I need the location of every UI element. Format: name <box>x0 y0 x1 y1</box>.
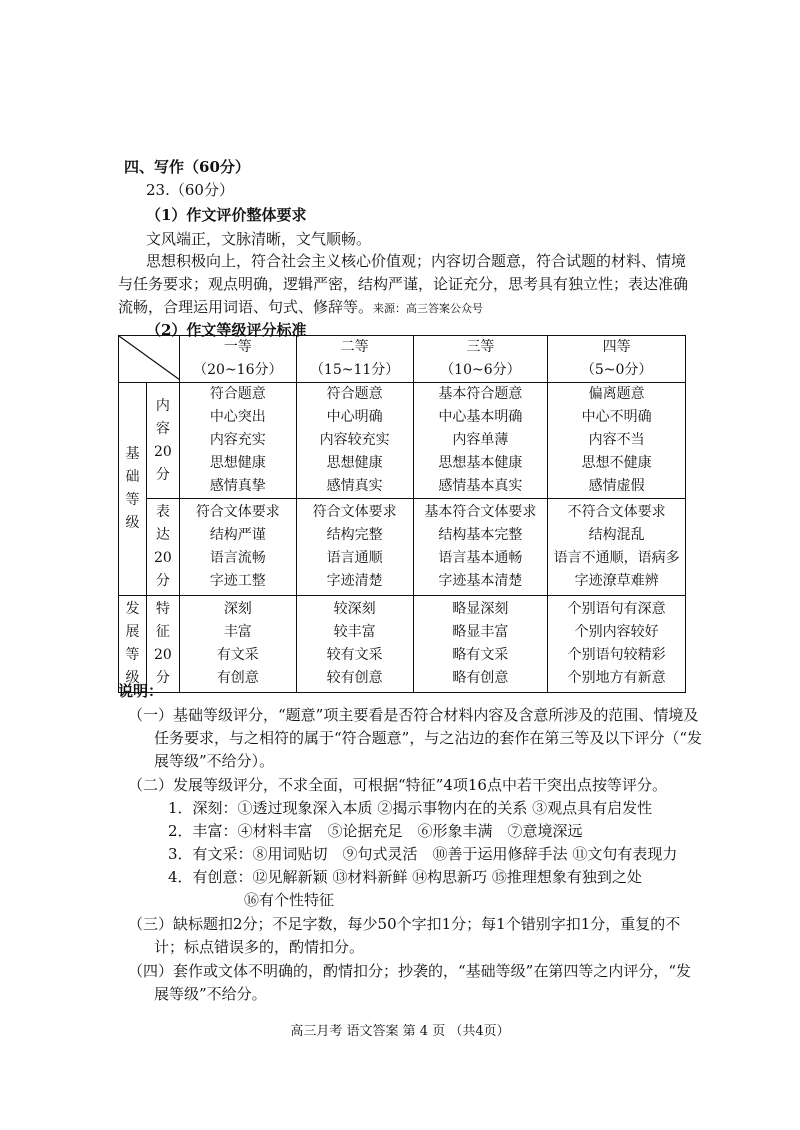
criterion: 结构完整 <box>326 527 383 543</box>
criterion: 略有文采 <box>452 647 509 663</box>
group-label-basic <box>119 383 147 596</box>
criterion: 思想基本健康 <box>438 455 523 471</box>
criterion: 感情真挚 <box>209 478 266 494</box>
criterion: 不符合文体要求 <box>567 504 666 520</box>
label-char: 20 <box>154 443 172 460</box>
grade-name: 四等 <box>602 339 631 355</box>
criterion: 结构基本完整 <box>438 527 523 543</box>
criterion: 感情基本真实 <box>438 478 523 494</box>
criterion: 思想健康 <box>209 455 266 471</box>
source-watermark: 来源：高三答案公众号 <box>373 302 484 315</box>
note-1-line: 任务要求，与之相符的属于“符合题意”，与之沾边的套作在第三等及以下评分（“发 <box>154 729 703 747</box>
cell-feature-grade1 <box>179 596 296 693</box>
criterion: 个别内容较好 <box>574 624 659 640</box>
label-char: 展 <box>125 624 140 640</box>
question-number: 23.（60分） <box>146 181 234 199</box>
criterion: 有创意 <box>216 670 259 686</box>
criterion: 个别语句较精彩 <box>567 647 666 663</box>
cell-content-grade3 <box>413 383 548 499</box>
part1-para-line-text: 流畅，合理运用词语、句式、修辞等。 <box>118 298 374 316</box>
criterion: 较有文采 <box>326 647 383 663</box>
cell-content-grade1 <box>179 383 296 499</box>
criterion: 结构混乱 <box>588 527 645 543</box>
criterion: 符合题意 <box>209 386 266 402</box>
criterion: 丰富 <box>223 624 252 640</box>
label-char: 分 <box>155 573 170 589</box>
grading-table <box>118 335 686 693</box>
note-3-line: 计；标点错误多的，酌情扣分。 <box>154 938 365 956</box>
label-char: 级 <box>125 515 140 531</box>
page-footer: 高三月考 语文答案 第 4 页 （共4页） <box>290 1024 510 1039</box>
criterion: 字迹潦草难辨 <box>574 573 659 589</box>
criterion: 符合文体要求 <box>195 504 280 520</box>
cell-expression-grade1 <box>179 499 296 596</box>
note-2-item: ⑯有个性特征 <box>244 891 335 909</box>
criterion: 语言基本通畅 <box>438 550 523 566</box>
label-char: 分 <box>155 670 170 686</box>
note-2: （二）发展等级评分，不求全面，可根据“特征”4项16点中若干突出点按等评分。 <box>128 776 667 794</box>
criterion: 个别语句有深意 <box>567 601 666 617</box>
cell-content-grade2 <box>296 383 413 499</box>
grade-header-1 <box>179 336 296 383</box>
criterion: 略显丰富 <box>452 624 509 640</box>
note-3-line: （三）缺标题扣2分；不足字数，每少50个字扣1分；每1个错别字扣1分，重复的不 <box>128 915 681 933</box>
criterion: 中心突出 <box>209 409 266 425</box>
criterion: 内容较充实 <box>319 432 390 448</box>
criterion: 语言流畅 <box>209 550 266 566</box>
criterion: 结构严谨 <box>209 527 266 543</box>
section-title: 四、写作（60分） <box>124 158 250 176</box>
label-char: 表 <box>155 504 170 520</box>
cell-content-grade4 <box>548 383 686 499</box>
sub-label-expression <box>146 499 179 596</box>
criterion: 较有创意 <box>326 670 383 686</box>
cell-feature-grade3 <box>413 596 548 693</box>
grade-header-3 <box>413 336 548 383</box>
criterion: 语言通顺 <box>326 550 383 566</box>
criterion: 略显深刻 <box>452 601 509 617</box>
criterion: 字迹清楚 <box>326 573 383 589</box>
part1-para-line <box>118 296 483 320</box>
criterion: 较深刻 <box>333 601 376 617</box>
criterion: 思想不健康 <box>581 455 652 471</box>
label-char: 等 <box>125 647 140 663</box>
label-char: 基 <box>125 446 140 462</box>
label-char: 础 <box>125 469 140 485</box>
criterion: 中心不明确 <box>581 409 652 425</box>
note-2-item: 2．丰富：④材料丰富 ⑤论据充足 ⑥形象丰满 ⑦意境深远 <box>168 822 583 840</box>
label-char: 特 <box>155 601 170 617</box>
cell-feature-grade4 <box>548 596 686 693</box>
criterion: 中心明确 <box>326 409 383 425</box>
grade-name: 二等 <box>340 339 369 355</box>
part1-line1: 文风端正，文脉清晰，文气顺畅。 <box>146 230 372 248</box>
cell-expression-grade2 <box>296 499 413 596</box>
criterion: 个别地方有新意 <box>567 670 666 686</box>
corner-cell <box>119 336 180 383</box>
grade-header-2 <box>296 336 413 383</box>
criterion: 基本符合题意 <box>438 386 523 402</box>
criterion: 内容单薄 <box>452 432 509 448</box>
label-char: 分 <box>155 466 170 483</box>
grade-range: （10~6分） <box>440 362 521 378</box>
criterion: 偏离题意 <box>588 386 645 402</box>
sub-label-feature <box>146 596 179 693</box>
diagonal-line <box>119 336 180 380</box>
part1-para-line: 思想积极向上，符合社会主义核心价值观；内容切合题意，符合试题的材料、情境 <box>146 252 687 270</box>
grade-range: （20~16分） <box>193 362 283 378</box>
cell-expression-grade4 <box>548 499 686 596</box>
note-4-line: （四）套作或文体不明确的，酌情扣分；抄袭的，“基础等级”在第四等之内评分，“发 <box>128 962 692 980</box>
criterion: 有文采 <box>216 647 259 663</box>
cell-feature-grade2 <box>296 596 413 693</box>
label-char: 容 <box>155 420 170 437</box>
basic-expression-row <box>119 499 686 596</box>
label-char: 20 <box>154 550 172 566</box>
criterion: 深刻 <box>223 601 252 617</box>
grade-name: 一等 <box>223 339 252 355</box>
part2-heading: （2）作文等级评分标准 <box>146 321 307 339</box>
criterion: 基本符合文体要求 <box>424 504 537 520</box>
label-char: 级 <box>125 670 140 686</box>
criterion: 符合题意 <box>326 386 383 402</box>
grade-range: （5~0分） <box>580 362 653 378</box>
grade-header-row <box>119 336 686 383</box>
note-4-line: 展等级”不给分。 <box>154 985 267 1003</box>
group-label-development <box>119 596 147 693</box>
label-char: 达 <box>155 527 170 543</box>
criterion: 字迹工整 <box>209 573 266 589</box>
basic-content-row <box>119 383 686 499</box>
criterion: 语言不通顺，语病多 <box>553 550 680 566</box>
criterion: 符合文体要求 <box>312 504 397 520</box>
label-char: 20 <box>154 647 172 663</box>
label-char: 征 <box>155 624 170 640</box>
criterion: 略有创意 <box>452 670 509 686</box>
notes-heading: 说明： <box>118 682 164 700</box>
grade-header-4 <box>548 336 686 383</box>
grade-name: 三等 <box>466 339 495 355</box>
criterion: 思想健康 <box>326 455 383 471</box>
criterion: 字迹基本清楚 <box>438 573 523 589</box>
note-1-line: （一）基础等级评分，“题意”项主要看是否符合材料内容及含意所涉及的范围、情境及 <box>128 706 699 724</box>
label-char: 等 <box>125 492 140 508</box>
label-char: 发 <box>125 601 140 617</box>
cell-expression-grade3 <box>413 499 548 596</box>
criterion: 内容不当 <box>588 432 645 448</box>
part1-heading: （1）作文评价整体要求 <box>146 206 307 224</box>
criterion: 内容充实 <box>209 432 266 448</box>
criterion: 感情真实 <box>326 478 383 494</box>
note-1-line: 展等级”不给分）。 <box>154 752 275 770</box>
note-2-item: 1．深刻：①透过现象深入本质 ②揭示事物内在的关系 ③观点具有启发性 <box>168 799 653 817</box>
criterion: 较丰富 <box>333 624 376 640</box>
grade-range: （15~11分） <box>309 362 400 378</box>
development-row <box>119 596 686 693</box>
label-char: 内 <box>155 397 170 414</box>
note-2-item: 3．有文采：⑧用词贴切 ⑨句式灵活 ⑩善于运用修辞手法 ⑪文句有表现力 <box>168 845 678 863</box>
part1-para-line: 与任务要求；观点明确，逻辑严密，结构严谨，论证充分，思考具有独立性；表达准确 <box>118 275 689 293</box>
note-2-item: 4．有创意：⑫见解新颖 ⑬材料新鲜 ⑭构思新巧 ⑮推理想象有独到之处 <box>168 868 642 886</box>
criterion: 感情虚假 <box>588 478 645 494</box>
sub-label-content <box>146 383 179 499</box>
criterion: 中心基本明确 <box>438 409 523 425</box>
